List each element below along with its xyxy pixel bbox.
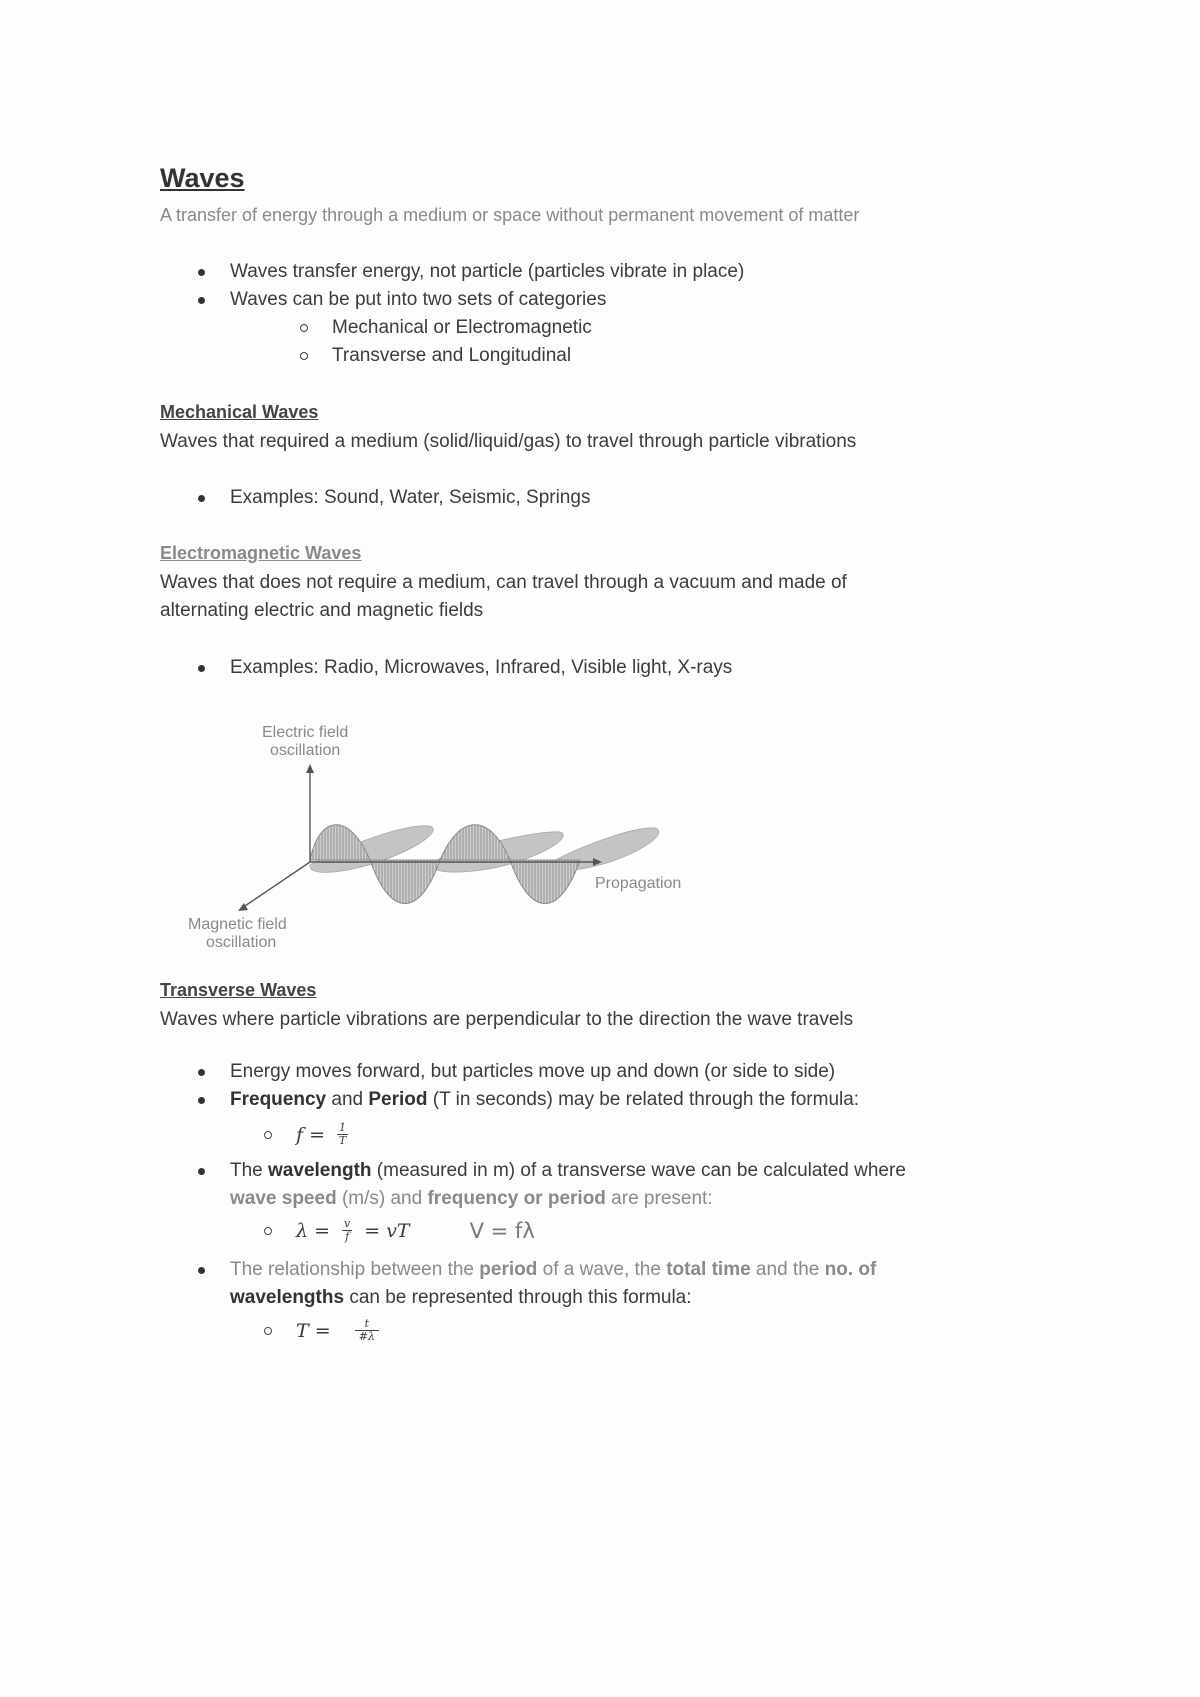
formula-lambda-rhs: = vT <box>364 1219 410 1242</box>
page-title: Waves <box>160 163 245 193</box>
b4-and: and the <box>750 1259 825 1280</box>
transverse-list-2 <box>196 1157 906 1213</box>
transverse-bullet-2 <box>196 1086 859 1114</box>
mechanical-list <box>196 484 590 512</box>
formula-t-fraction <box>355 1318 379 1343</box>
wavelengths-term: wavelengths <box>230 1287 345 1308</box>
intro-list <box>196 258 744 370</box>
mechanical-heading: Mechanical Waves <box>160 402 319 422</box>
category-sub-1: Mechanical or Electromagnetic <box>298 314 744 342</box>
mechanical-definition: Waves that required a medium (solid/liquid/gas) to travel through particle vibrations <box>160 431 857 452</box>
period-term-2: period <box>479 1259 538 1280</box>
sub-bullet-marker <box>264 1131 272 1139</box>
sub-bullet-marker <box>264 1227 272 1235</box>
electric-arrow-head <box>306 764 314 773</box>
transverse-bullet-1: Energy moves forward, but particles move up and down (or side to side) <box>196 1058 859 1086</box>
formula-f-lhs: f = <box>296 1123 325 1146</box>
b4-mid: of a wave, the <box>537 1259 667 1280</box>
frequency-or-period-term: frequency or period <box>427 1188 606 1209</box>
b3-mid: (m/s) and <box>336 1188 428 1209</box>
transverse-bullet-4 <box>196 1256 876 1312</box>
formula-t-lhs: T = <box>296 1319 331 1342</box>
category-sub-2: Transverse and Longitudinal <box>298 342 744 370</box>
intro-bullet-2-text: Waves can be put into two sets of categories <box>230 289 607 310</box>
period-formula <box>264 1318 381 1343</box>
wave-speed-term: wave speed <box>230 1188 337 1209</box>
formula-f-fraction <box>337 1122 348 1147</box>
period-rest-text: (T in seconds) may be related through the formula: <box>427 1089 860 1110</box>
wavelength-formula <box>264 1218 535 1243</box>
and-text: and <box>326 1089 369 1110</box>
electric-wave-lobe-3 <box>440 825 510 860</box>
formula-lambda-fraction <box>342 1218 352 1243</box>
fraction-denominator: #λ <box>358 1330 375 1343</box>
frequency-term: Frequency <box>230 1089 327 1110</box>
magnetic-field-label-2: oscillation <box>206 934 277 951</box>
transverse-list-3 <box>196 1256 876 1312</box>
transverse-definition: Waves where particle vibrations are perpendicular to the direction the wave travels <box>160 1009 854 1030</box>
transverse-list-1 <box>196 1058 859 1114</box>
em-wave-diagram <box>180 718 720 958</box>
electromagnetic-heading: Electromagnetic Waves <box>160 543 362 563</box>
page-subtitle: A transfer of energy through a medium or space without permanent movement of matter <box>160 205 860 225</box>
electric-wave-lobe-4 <box>510 860 580 904</box>
category-sublist <box>230 314 744 370</box>
b3-rest: (measured in m) of a transverse wave can be calculated where <box>371 1160 906 1181</box>
fraction-numerator: 1 <box>339 1121 346 1134</box>
intro-bullet-2 <box>196 286 744 370</box>
electric-wave-lobe-2 <box>370 860 440 904</box>
intro-bullet-1: Waves transfer energy, not particle (particles vibrate in place) <box>196 258 744 286</box>
b3-end: are present: <box>605 1188 713 1209</box>
frequency-formula <box>264 1122 350 1147</box>
fraction-numerator: t <box>355 1318 379 1331</box>
em-definition-line-1: Waves that does not require a medium, can travel through a vacuum and made of <box>160 572 847 593</box>
b4-pre: The relationship between the <box>230 1259 480 1280</box>
total-time-term: total time <box>666 1259 751 1280</box>
transverse-heading: Transverse Waves <box>160 980 317 1000</box>
electric-field-label-1: Electric field <box>262 724 349 741</box>
sub-bullet-marker <box>264 1327 272 1335</box>
electric-wave-lobe-1 <box>310 825 370 860</box>
magnetic-field-label-1: Magnetic field <box>188 916 287 933</box>
handwritten-formula: V = fλ <box>469 1218 535 1243</box>
wavelength-term: wavelength <box>268 1160 372 1181</box>
propagation-label: Propagation <box>595 875 682 892</box>
b4-rest: can be represented through this formula: <box>344 1287 692 1308</box>
formula-lambda-lhs: λ = <box>296 1219 331 1242</box>
mechanical-examples: Examples: Sound, Water, Seismic, Springs <box>196 484 590 512</box>
fraction-numerator: v <box>344 1217 351 1230</box>
no-of-term: no. of <box>824 1259 877 1280</box>
electromagnetic-list <box>196 654 732 682</box>
fraction-denominator: f <box>345 1230 350 1243</box>
fraction-denominator: T <box>338 1134 347 1147</box>
transverse-bullet-3 <box>196 1157 906 1213</box>
electromagnetic-examples: Examples: Radio, Microwaves, Infrared, Visible light, X-rays <box>196 654 732 682</box>
em-definition-line-2: alternating electric and magnetic fields <box>160 600 484 621</box>
b3-pre: The <box>230 1160 269 1181</box>
electromagnetic-definition <box>160 569 847 625</box>
period-term: Period <box>368 1089 428 1110</box>
magnetic-axis <box>242 862 310 908</box>
electric-field-label-2: oscillation <box>270 742 341 759</box>
